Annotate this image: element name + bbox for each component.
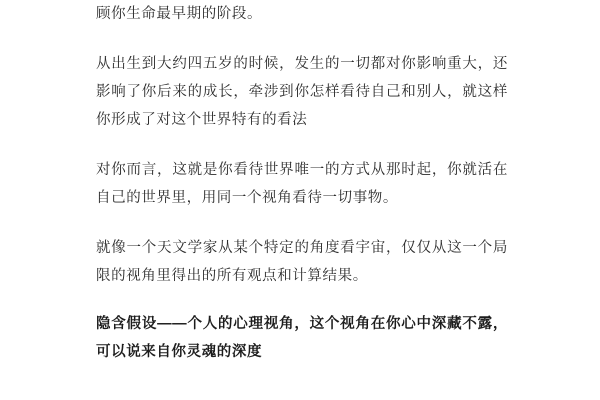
paragraph-3: 对你而言，这就是你看待世界唯一的方式从那时起，你就活在自己的世界里，用同一个视角看待一切事物。 (96, 162, 508, 206)
document-text-column (96, 0, 508, 400)
paragraph-2: 从出生到大约四五岁的时候，发生的一切都对你影响重大，还影响了你后来的成长，牵涉到你怎样看待自己和别人，就这样你形成了对这个世界特有的看法 (96, 56, 508, 128)
paragraph-1: 顾你生命最早期的阶段。 (96, 6, 263, 22)
paragraph-5: 隐含假设——个人的心理视角，这个视角在你心中深藏不露，可以说来自你灵魂的深度 (96, 316, 508, 360)
paragraph-4: 就像一个天文学家从某个特定的角度看宇宙，仅仅从这一个局限的视角里得出的所有观点和计算结果。 (96, 240, 508, 284)
